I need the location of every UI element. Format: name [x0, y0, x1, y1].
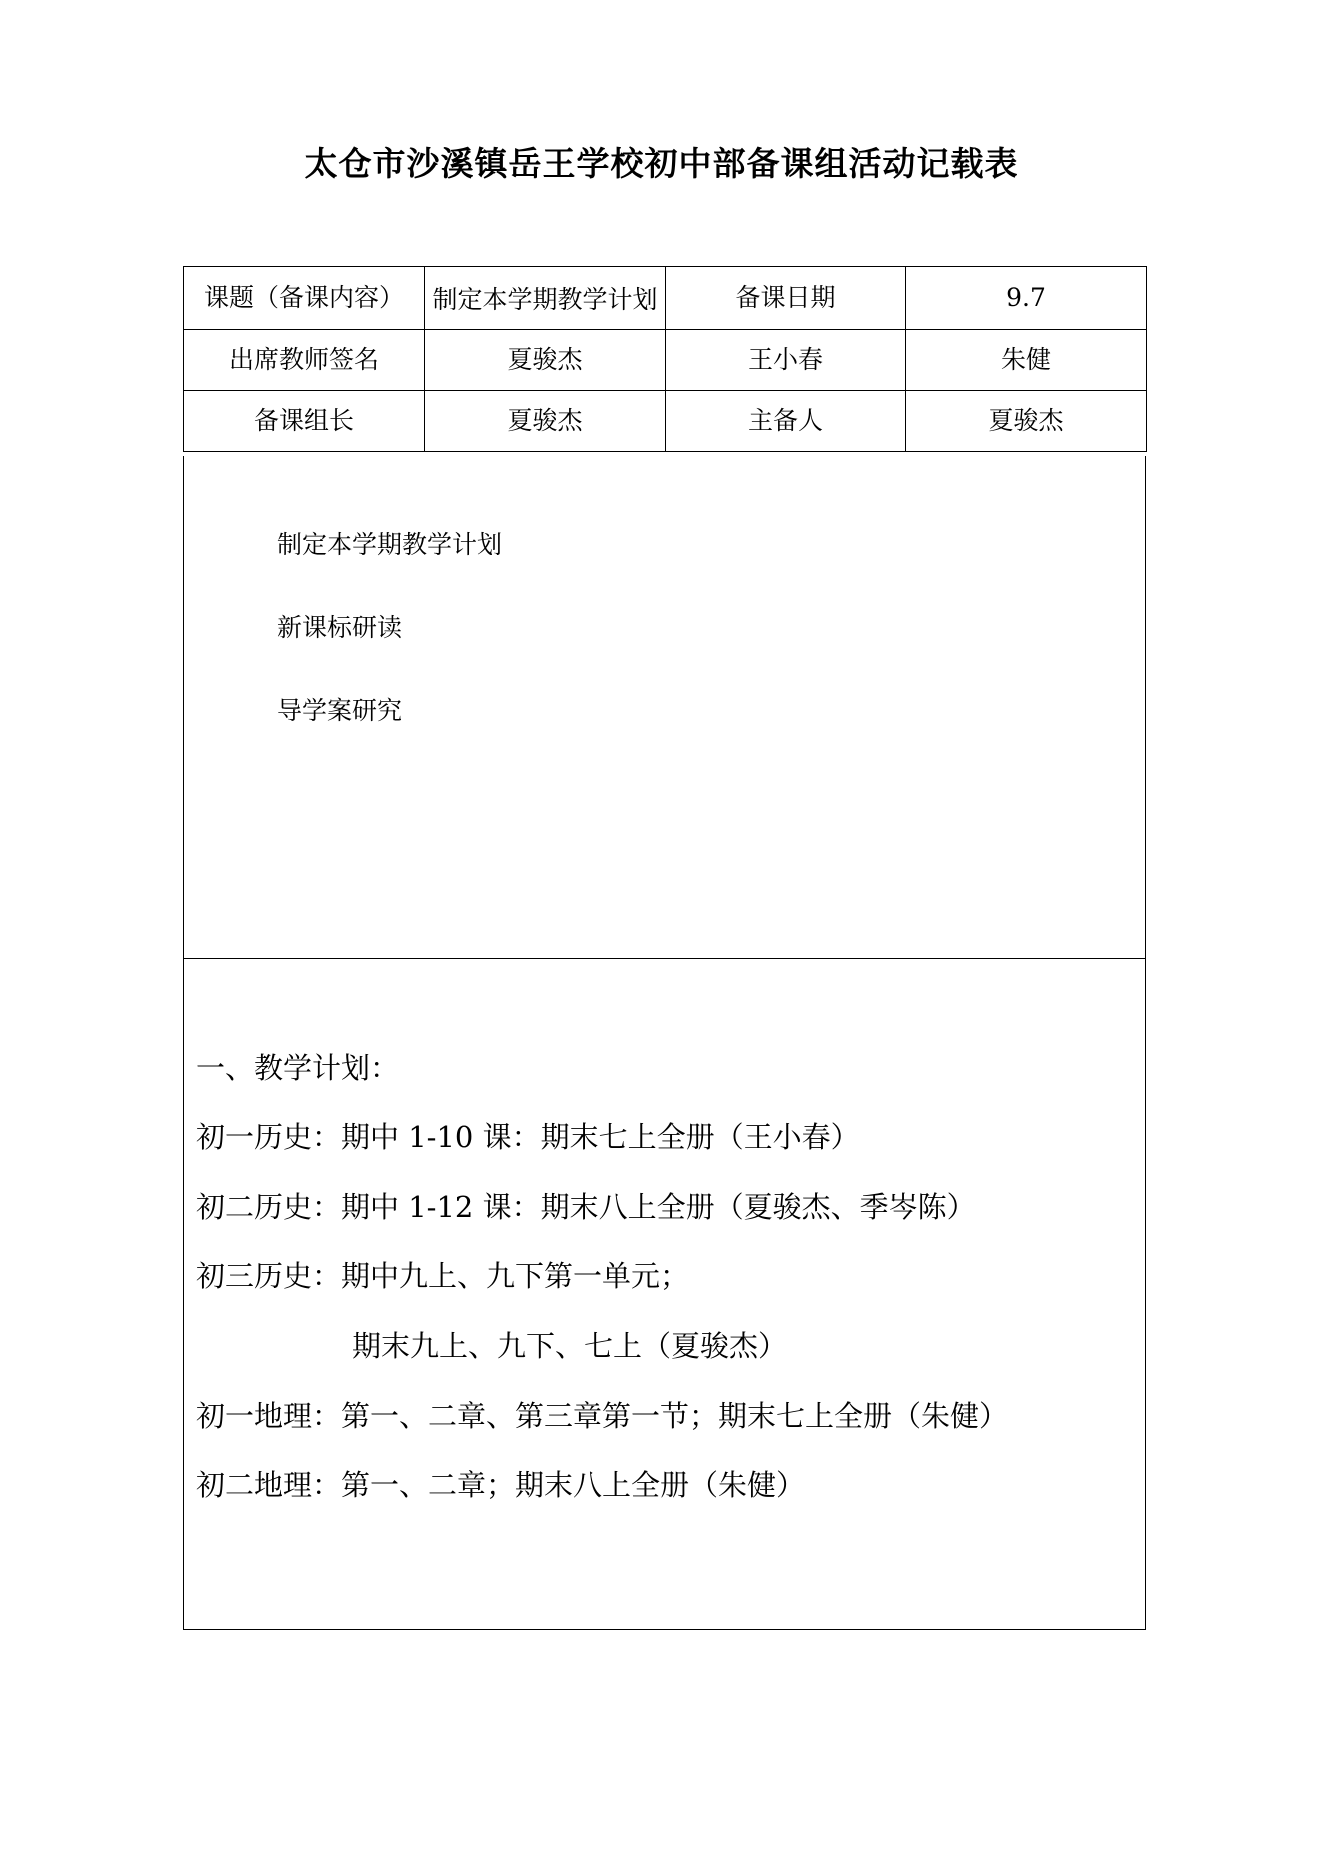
plan-line: 初二历史：期中 1-12 课：期末八上全册（夏骏杰、季岑陈）: [196, 1190, 976, 1224]
topic-label: 课题（备课内容）: [184, 267, 425, 330]
date-label: 备课日期: [666, 267, 906, 330]
plan-line: 初三历史：期中九上、九下第一单元；: [196, 1259, 690, 1293]
teacher-signature: 夏骏杰: [425, 330, 666, 391]
group-leader-value: 夏骏杰: [425, 391, 666, 452]
plan-section: [183, 958, 1146, 1630]
topics-section: [183, 456, 1146, 959]
topic-item: 新课标研读: [277, 613, 403, 642]
plan-heading: 一、教学计划：: [196, 1051, 400, 1085]
date-value: 9.7: [906, 267, 1147, 330]
main-preparer-label: 主备人: [666, 391, 906, 452]
plan-line: 期末九上、九下、七上（夏骏杰）: [352, 1329, 788, 1363]
info-table: [183, 266, 1147, 452]
topic-item: 导学案研究: [277, 696, 403, 725]
table-row: [184, 391, 1147, 452]
plan-line: 初一地理：第一、二章、第三章第一节；期末七上全册（朱健）: [196, 1399, 1009, 1433]
plan-line: 初一历史：期中 1-10 课：期末七上全册（王小春）: [196, 1120, 860, 1154]
group-leader-label: 备课组长: [184, 391, 425, 452]
page-title: 太仓市沙溪镇岳王学校初中部备课组活动记载表: [304, 144, 1019, 183]
topic-value: 制定本学期教学计划: [425, 267, 666, 330]
plan-line: 初二地理：第一、二章；期末八上全册（朱健）: [196, 1468, 806, 1502]
table-row: [184, 267, 1147, 330]
teacher-signature: 朱健: [906, 330, 1147, 391]
table-row: [184, 330, 1147, 391]
main-preparer-value: 夏骏杰: [906, 391, 1147, 452]
teacher-signature: 王小春: [666, 330, 906, 391]
topic-item: 制定本学期教学计划: [277, 530, 503, 559]
attendance-label: 出席教师签名: [184, 330, 425, 391]
